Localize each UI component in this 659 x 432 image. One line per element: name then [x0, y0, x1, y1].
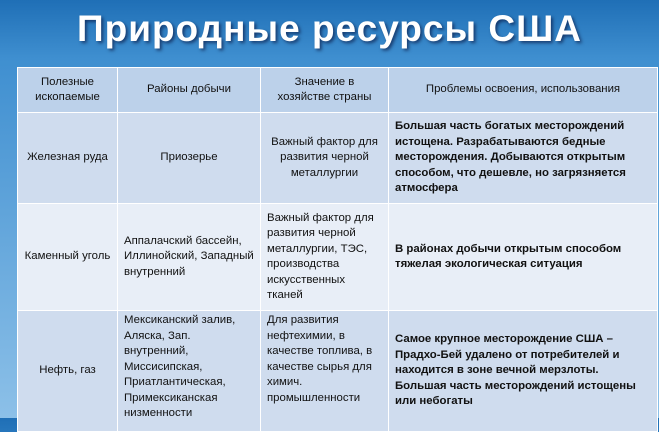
- cell-regions: Мексиканский залив, Аляска, Зап. внутренний, Миссисипская, Приатлантическая, Примексиканская низменности: [118, 311, 261, 432]
- table-row: [18, 204, 658, 311]
- header-minerals: Полезные ископаемые: [18, 68, 118, 113]
- cell-problems: В районах добычи открытым способом тяжелая экологическая ситуация: [389, 204, 658, 311]
- page-title: Природные ресурсы США: [77, 8, 582, 49]
- cell-mineral: Железная руда: [18, 113, 118, 204]
- cell-regions: Приозерье: [118, 113, 261, 204]
- header-problems: Проблемы освоения, использования: [389, 68, 658, 113]
- cell-mineral: Каменный уголь: [18, 204, 118, 311]
- cell-regions: Аппалачский бассейн, Иллинойский, Западный внутренний: [118, 204, 261, 311]
- header-significance: Значение в хозяйстве страны: [261, 68, 389, 113]
- header-regions: Районы добычи: [118, 68, 261, 113]
- cell-significance: Для развития нефтехимии, в качестве топлива, в качестве сырья для химич. промышленности: [261, 311, 389, 432]
- cell-problems: Самое крупное месторождение США – Прадхо-Бей удалено от потребителей и находится в зоне вечной мерзлоты. Большая часть месторождений истощены или небогаты: [389, 311, 658, 432]
- cell-problems: Большая часть богатых месторождений истощена. Разрабатываются бедные месторождения. Добываются открытым способом, что дешевле, но загрязняется атмосфера: [389, 113, 658, 204]
- table-row: [18, 311, 658, 432]
- cell-significance: Важный фактор для развития черной металлургии: [261, 113, 389, 204]
- cell-significance: Важный фактор для развития черной металлургии, ТЭС, производства искусственных тканей: [261, 204, 389, 311]
- cell-mineral: Нефть, газ: [18, 311, 118, 432]
- table-row: [18, 113, 658, 204]
- resources-table: [17, 67, 658, 432]
- table-header-row: [18, 68, 658, 113]
